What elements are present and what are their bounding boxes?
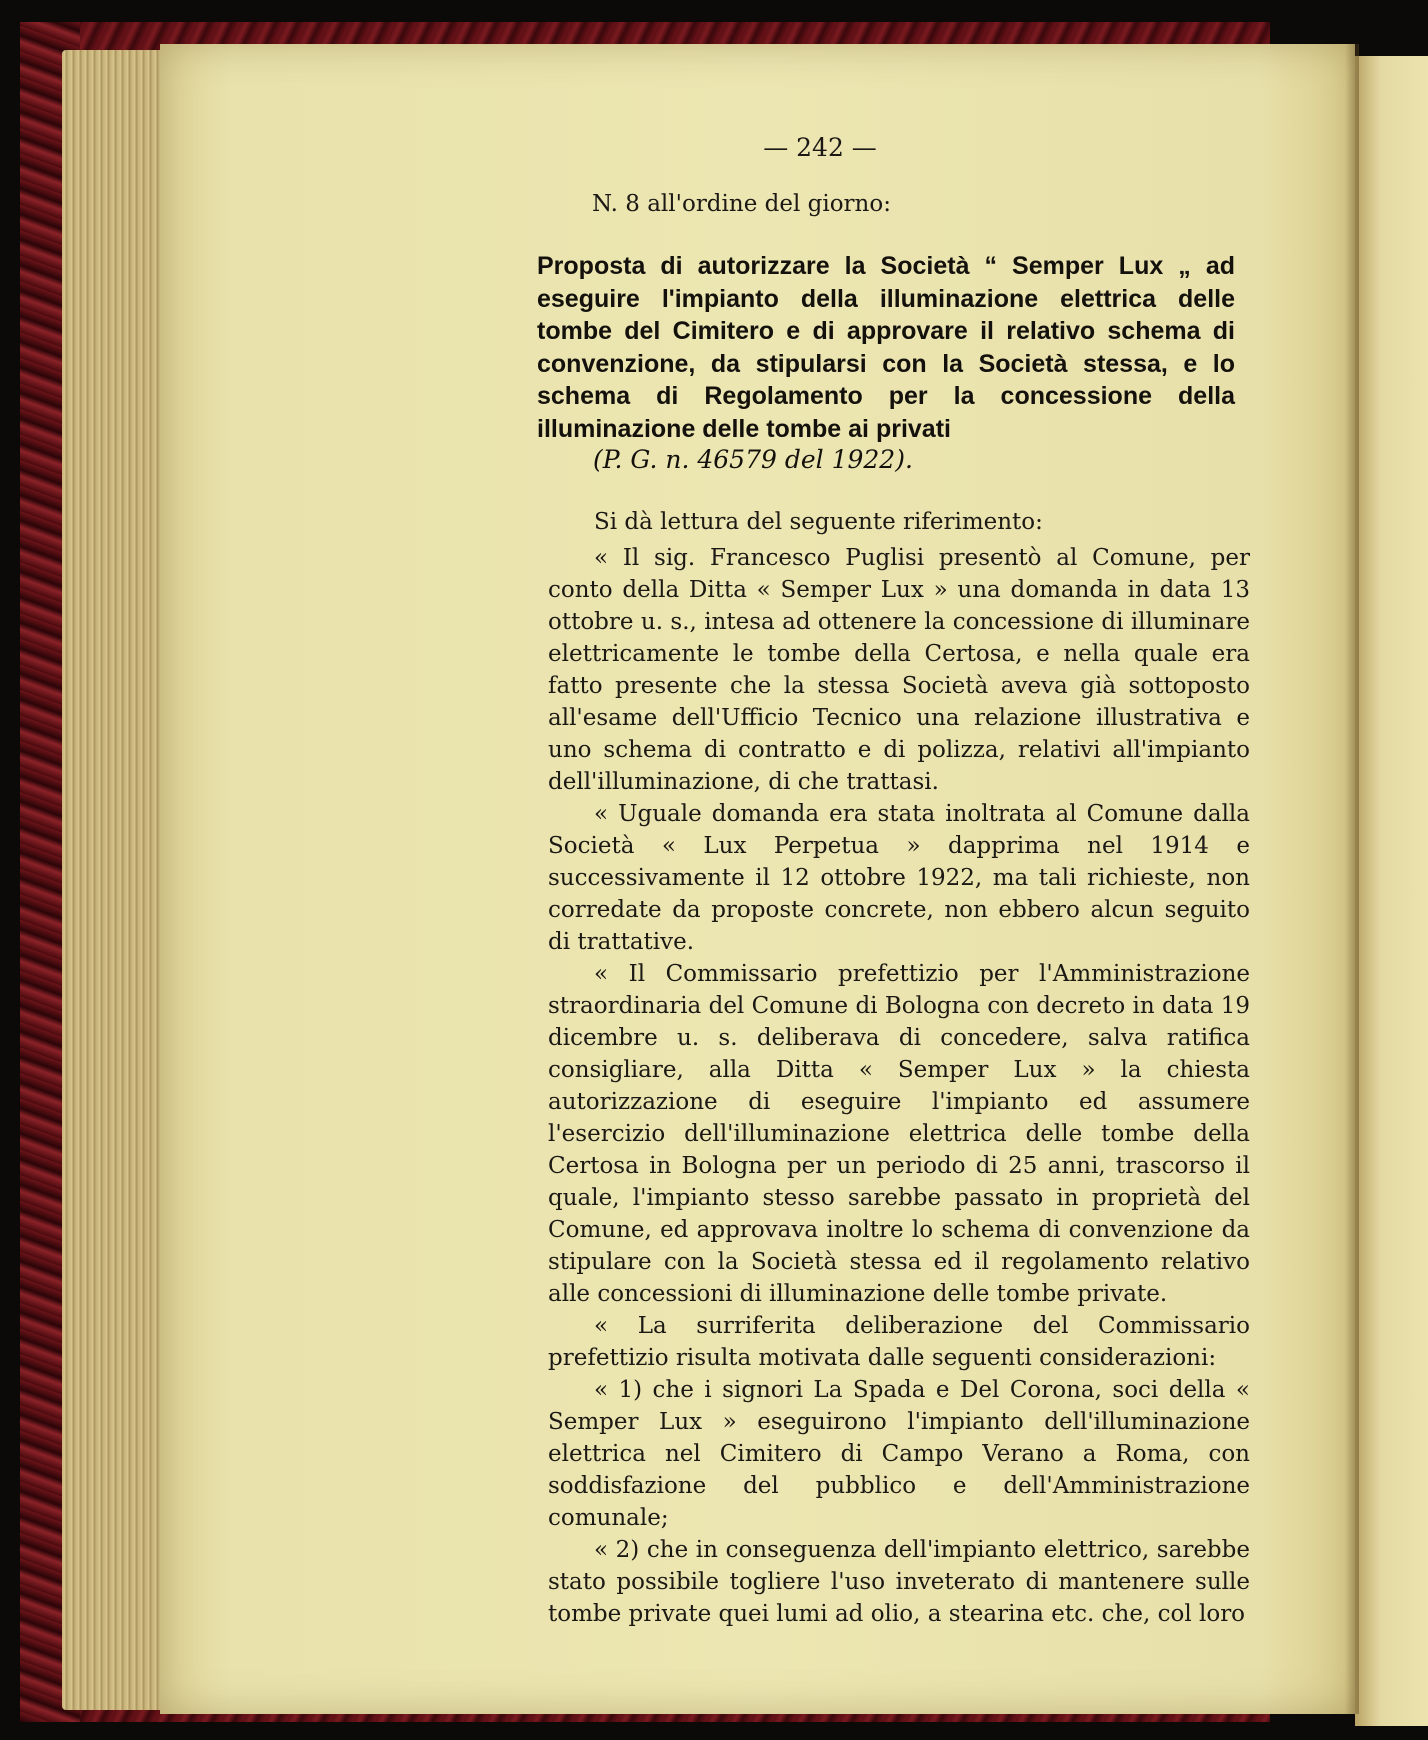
facing-page-edge xyxy=(1355,56,1428,1726)
proposal-heading xyxy=(537,250,1235,477)
body-paragraph: « La surriferita deliberazione del Commissario prefettizio risulta motivata dalle seguenti considerazioni: xyxy=(548,1313,1250,1371)
page-number: — 242 — xyxy=(763,133,877,162)
proposal-title: Proposta di autorizzare la Società “ Semper Lux „ ad eseguire l'impianto della illuminazione elettrica delle tombe del Cimitero e di approvare il relativo schema di convenzione, da stipularsi con la Società stessa, e lo schema di Regolamento per la concessione della illuminazione delle tombe ai privati xyxy=(537,252,1235,443)
body-paragraph: « Il sig. Francesco Puglisi presentò al Comune, per conto della Ditta « Semper Lux » una domanda in data 13 ottobre u. s., intesa ad ottenere la concessione di illuminare elettricamente le tombe della Certosa, e nella quale era fatto presente che la stessa Società aveva già sottoposto all'esame dell'Ufficio Tecnico una relazione illustrativa e uno schema di contratto e di polizza, relativi all'impianto dell'illuminazione, di che trattasi. xyxy=(548,545,1250,795)
page-gutter-shadow xyxy=(1345,44,1359,1714)
agenda-item-label: N. 8 all'ordine del giorno: xyxy=(592,191,891,217)
body-paragraph: « 2) che in conseguenza dell'impianto elettrico, sarebbe stato possibile togliere l'uso inveterato di mantenere sulle tombe private quei lumi ad olio, a stearina etc. che, col loro xyxy=(548,1537,1250,1627)
body-paragraph: « Il Commissario prefettizio per l'Amministrazione straordinaria del Comune di Bologna con decreto in data 19 dicembre u. s. deliberava di concedere, salva ratifica consigliare, alla Ditta « Semper Lux » la chiesta autorizzazione di eseguire l'impianto ed assumere l'esercizio dell'illuminazione elettrica delle tombe della Certosa in Bologna per un periodo di 25 anni, trascorso il quale, l'impianto stesso sarebbe passato in proprietà del Comune, ed approvava inoltre lo schema di convenzione da stipulare con la Società stessa ed il regolamento relativo alle concessioni di illuminazione delle tombe private. xyxy=(548,961,1250,1307)
body-paragraph: « Uguale domanda era stata inoltrata al Comune dalla Società « Lux Perpetua » dapprima nel 1914 e successivamente il 12 ottobre 1922, ma tali richieste, non corredate da proposte concrete, non ebbero alcun seguito di trattative. xyxy=(548,801,1250,955)
body-paragraph: « 1) che i signori La Spada e Del Corona, soci della « Semper Lux » eseguirono l'impianto dell'illuminazione elettrica nel Cimitero di Campo Verano a Roma, con soddisfazione del pubblico e dell'Amministrazione comunale; xyxy=(548,1377,1250,1531)
body-intro: Si dà lettura del seguente riferimento: xyxy=(594,509,1043,535)
proposal-reference: (P. G. n. 46579 del 1922). xyxy=(593,445,913,474)
body-text xyxy=(548,506,1250,1630)
page-edges xyxy=(62,50,162,1710)
